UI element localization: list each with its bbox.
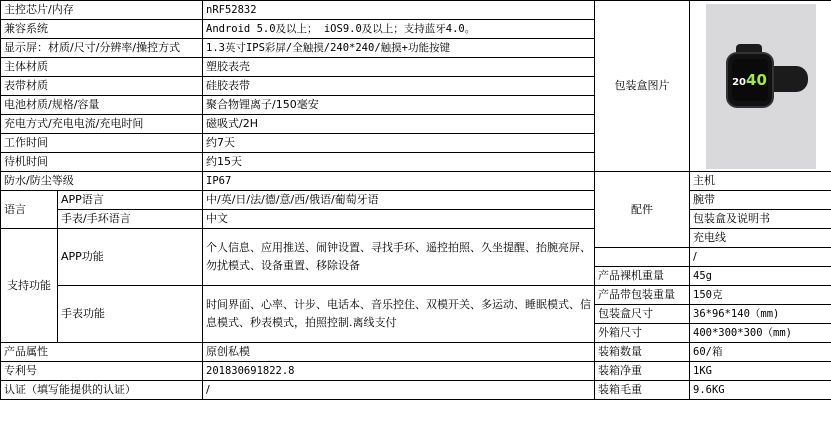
value-chip: nRF52832 bbox=[203, 1, 595, 20]
value-lang-app: 中/英/日/法/德/意/西/俄语/葡萄牙语 bbox=[203, 191, 595, 210]
row-attribute bbox=[1, 343, 831, 362]
value-body: 塑胶表壳 bbox=[203, 58, 595, 77]
label-features: 支持功能 bbox=[1, 229, 58, 343]
label-feature-app: APP功能 bbox=[58, 229, 203, 286]
value-charge: 磁吸式/2H bbox=[203, 115, 595, 134]
accessory-item: 腕带 bbox=[690, 191, 831, 210]
spec-value: 400*300*300（mm) bbox=[690, 324, 831, 343]
label-display: 显示屏：材质/尺寸/分辨率/操控方式 bbox=[1, 39, 203, 58]
spec-label: 包装盒尺寸 bbox=[595, 305, 690, 324]
accessory-item: 充电线 bbox=[690, 229, 831, 248]
label-compat: 兼容系统 bbox=[1, 20, 203, 39]
watch-body bbox=[728, 54, 772, 106]
label-feature-watch: 手表功能 bbox=[58, 286, 203, 343]
accessory-item: / bbox=[690, 248, 831, 267]
accessories-label: 配件 bbox=[595, 172, 690, 248]
photo-label: 包装盒图片 bbox=[595, 1, 690, 172]
accessory-item: 包装盒及说明书 bbox=[690, 210, 831, 229]
row-chip bbox=[1, 1, 831, 20]
label-attribute: 产品属性 bbox=[1, 343, 203, 362]
label-patent: 专利号 bbox=[1, 362, 203, 381]
value-battery: 聚合物锂离子/150毫安 bbox=[203, 96, 595, 115]
value-lang-watch: 中文 bbox=[203, 210, 595, 229]
spec-value: 1KG bbox=[690, 362, 831, 381]
spacer bbox=[595, 248, 690, 267]
label-lang-app: APP语言 bbox=[58, 191, 203, 210]
label-lang-watch: 手表/手环语言 bbox=[58, 210, 203, 229]
value-standby: 约15天 bbox=[203, 153, 595, 172]
row-lang-watch bbox=[1, 210, 831, 229]
value-cert: / bbox=[203, 381, 595, 400]
spec-label: 外箱尺寸 bbox=[595, 324, 690, 343]
value-compat: Android 5.0及以上； iOS9.0及以上；支持蓝牙4.0。 bbox=[203, 20, 595, 39]
label-work: 工作时间 bbox=[1, 134, 203, 153]
spec-value: 9.6KG bbox=[690, 381, 831, 400]
spec-label: 装箱毛重 bbox=[595, 381, 690, 400]
spec-label: 装箱净重 bbox=[595, 362, 690, 381]
row-cert bbox=[1, 381, 831, 400]
watch-photo bbox=[706, 4, 816, 169]
value-strap: 硅胶表带 bbox=[203, 77, 595, 96]
label-standby: 待机时间 bbox=[1, 153, 203, 172]
spec-value: 36*96*140（mm) bbox=[690, 305, 831, 324]
label-chip: 主控芯片/内存 bbox=[1, 1, 203, 20]
label-cert: 认证（填写能提供的认证） bbox=[1, 381, 203, 400]
value-feature-watch: 时间界面、心率、计步、电话本、音乐控住、双模开关、多运动、睡眠模式、信息模式、秒表模式，拍照控制.离线支付 bbox=[203, 286, 595, 343]
spec-value: 150克 bbox=[690, 286, 831, 305]
watch-screen bbox=[732, 59, 768, 101]
spec-value: 45g bbox=[690, 267, 831, 286]
label-charge: 充电方式/充电电流/充电时间 bbox=[1, 115, 203, 134]
row-waterproof bbox=[1, 172, 831, 191]
value-feature-app: 个人信息、应用推送、闹钟设置、寻找手环、遥控拍照、久坐提醒、抬腕亮屏、勿扰模式、设备重置、移除设备 bbox=[203, 229, 595, 286]
spec-label: 产品带包装重量 bbox=[595, 286, 690, 305]
watch-screen-left: 20 bbox=[732, 76, 747, 88]
row-patent bbox=[1, 362, 831, 381]
value-patent: 201830691822.8 bbox=[203, 362, 595, 381]
row-lang-app bbox=[1, 191, 831, 210]
accessory-item: 主机 bbox=[690, 172, 831, 191]
label-battery: 电池材质/规格/容量 bbox=[1, 96, 203, 115]
row-feature-watch-1 bbox=[1, 286, 831, 305]
spec-label: 装箱数量 bbox=[595, 343, 690, 362]
label-language: 语言 bbox=[1, 191, 58, 229]
spec-label: 产品裸机重量 bbox=[595, 267, 690, 286]
spec-value: 60/箱 bbox=[690, 343, 831, 362]
label-waterproof: 防水/防尘等级 bbox=[1, 172, 203, 191]
watch-screen-right: 40 bbox=[746, 70, 767, 89]
label-strap: 表带材质 bbox=[1, 77, 203, 96]
value-waterproof: IP67 bbox=[203, 172, 595, 191]
watch-strap bbox=[766, 66, 808, 92]
value-attribute: 原创私模 bbox=[203, 343, 595, 362]
label-body: 主体材质 bbox=[1, 58, 203, 77]
package-photo bbox=[690, 1, 831, 172]
value-work: 约7天 bbox=[203, 134, 595, 153]
row-feature-app-1 bbox=[1, 229, 831, 248]
value-display: 1.3英寸IPS彩屏/全触摸/240*240/触摸+功能按键 bbox=[203, 39, 595, 58]
